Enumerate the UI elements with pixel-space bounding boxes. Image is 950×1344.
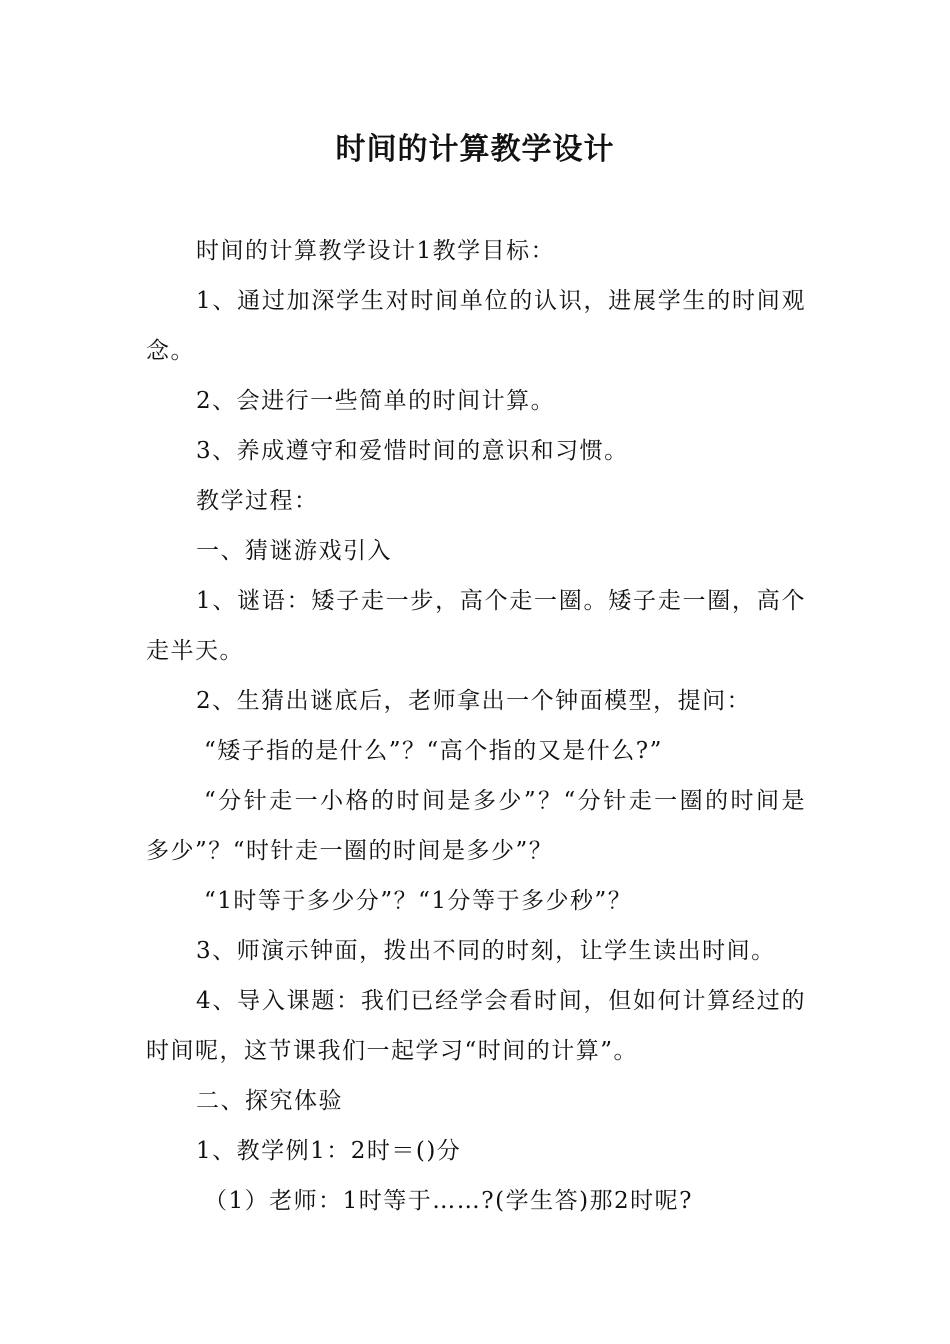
paragraph-question-1: “矮子指的是什么”？“高个指的又是什么?” [204,738,663,764]
paragraph-question-3: “1时等于多少分”？“1分等于多少秒”？ [204,888,633,914]
paragraph-question-2: “分针走一小格的时间是多少”？“分针走一圈的时间是多少”？“时针走一圈的时间是多少”？ [146,788,806,864]
paragraph-goal-3: 3、养成遵守和爱惜时间的意识和习惯。 [196,438,629,464]
paragraph-clock-model: 2、生猜出谜底后，老师拿出一个钟面模型，提问： [196,688,752,714]
paragraph-teacher-question: （1）老师：1时等于……?(学生答)那2时呢? [204,1188,694,1214]
paragraph-section-1: 一、猜谜游戏引入 [196,538,392,564]
paragraph-example-1: 1、教学例1：2时＝()分 [196,1138,462,1164]
paragraph-goal-2: 2、会进行一些简单的时间计算。 [196,388,556,414]
paragraph-goal-1: 1、通过加深学生对时间单位的认识，进展学生的时间观念。 [146,288,806,364]
paragraph-topic: 4、导入课题：我们已经学会看时间，但如何计算经过的时间呢，这节课我们一起学习“时间的计算”。 [146,988,806,1064]
paragraph-section-2: 二、探究体验 [196,1088,343,1114]
paragraph-intro: 时间的计算教学设计1教学目标： [196,238,556,264]
document-body [146,226,806,1226]
paragraph-riddle: 1、谜语：矮子走一步，高个走一圈。矮子走一圈，高个走半天。 [146,588,806,664]
paragraph-demo: 3、师演示钟面，拨出不同的时刻，让学生读出时间。 [196,938,776,964]
document-title: 时间的计算教学设计 [335,132,615,167]
paragraph-process-heading: 教学过程： [196,488,319,514]
